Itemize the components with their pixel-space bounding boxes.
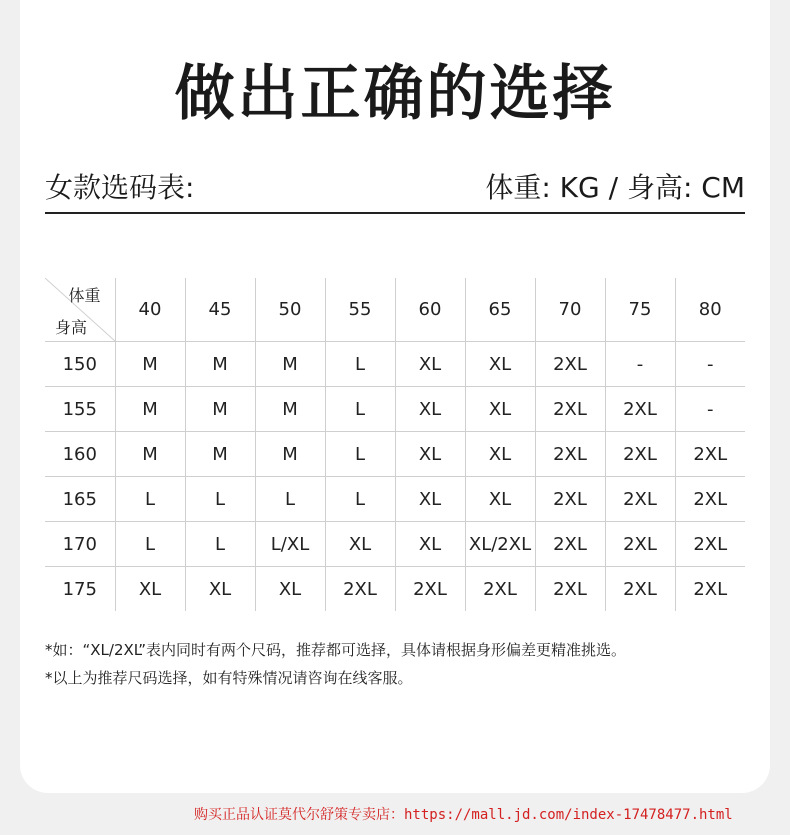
chart-subheader bbox=[45, 168, 745, 214]
size-cell: 2XL bbox=[605, 522, 675, 567]
weight-header: 70 bbox=[535, 278, 605, 342]
size-cell: M bbox=[185, 387, 255, 432]
size-cell: M bbox=[185, 342, 255, 387]
size-cell: L bbox=[325, 477, 395, 522]
weight-header: 60 bbox=[395, 278, 465, 342]
size-cell: L bbox=[255, 477, 325, 522]
size-cell: XL bbox=[465, 342, 535, 387]
size-cell: 2XL bbox=[605, 432, 675, 477]
size-cell: M bbox=[255, 432, 325, 477]
size-cell: 2XL bbox=[605, 477, 675, 522]
size-cell: XL bbox=[395, 432, 465, 477]
size-cell: XL bbox=[465, 432, 535, 477]
note-line: *如：“XL/2XL”表内同时有两个尺码，推荐都可选择，具体请根据身形偏差更精准挑选。 bbox=[45, 641, 626, 659]
size-cell: 2XL bbox=[535, 477, 605, 522]
store-link-watermark: 购买正品认证莫代尔舒策专卖店：https://mall.jd.com/index-17478477.html bbox=[194, 807, 733, 823]
weight-header: 75 bbox=[605, 278, 675, 342]
height-cell: 150 bbox=[45, 342, 115, 387]
height-cell: 165 bbox=[45, 477, 115, 522]
table-row bbox=[45, 567, 745, 612]
size-cell: 2XL bbox=[535, 522, 605, 567]
size-cell: L bbox=[115, 477, 185, 522]
table-row bbox=[45, 477, 745, 522]
weight-header: 40 bbox=[115, 278, 185, 342]
size-cell: XL bbox=[395, 522, 465, 567]
size-cell: XL bbox=[325, 522, 395, 567]
size-cell: - bbox=[675, 387, 745, 432]
size-table bbox=[45, 278, 745, 611]
height-cell: 155 bbox=[45, 387, 115, 432]
weight-header: 55 bbox=[325, 278, 395, 342]
table-row bbox=[45, 342, 745, 387]
height-axis-label: 身高 bbox=[55, 318, 88, 337]
size-cell: XL bbox=[465, 387, 535, 432]
weight-header: 45 bbox=[185, 278, 255, 342]
size-cell: XL bbox=[465, 477, 535, 522]
size-cell: L bbox=[185, 477, 255, 522]
size-cell: L bbox=[325, 432, 395, 477]
size-cell: M bbox=[115, 432, 185, 477]
height-cell: 170 bbox=[45, 522, 115, 567]
page-title: 做出正确的选择 bbox=[174, 59, 616, 129]
height-cell: 175 bbox=[45, 567, 115, 612]
size-cell: 2XL bbox=[395, 567, 465, 612]
weight-header: 65 bbox=[465, 278, 535, 342]
table-row bbox=[45, 387, 745, 432]
weight-header: 50 bbox=[255, 278, 325, 342]
size-cell: 2XL bbox=[693, 578, 728, 600]
size-cell: XL/2XL bbox=[465, 522, 535, 567]
size-cell: 2XL bbox=[535, 342, 605, 387]
size-cell: M bbox=[185, 432, 255, 477]
table-corner-cell bbox=[45, 278, 115, 342]
size-cell: L bbox=[185, 522, 255, 567]
size-cell: 2XL bbox=[535, 567, 605, 612]
height-cell: 160 bbox=[45, 432, 115, 477]
size-cell: XL bbox=[115, 567, 185, 612]
note-line: *以上为推荐尺码选择，如有特殊情况请咨询在线客服。 bbox=[45, 669, 413, 687]
units-label: 体重: KG / 身高: CM bbox=[485, 171, 745, 204]
size-cell: - bbox=[675, 342, 745, 387]
size-cell: L bbox=[325, 387, 395, 432]
size-cell: 2XL bbox=[605, 387, 675, 432]
size-cell: 2XL bbox=[605, 567, 675, 612]
size-cell: XL bbox=[395, 387, 465, 432]
chart-label: 女款选码表: bbox=[45, 171, 195, 204]
size-cell: L bbox=[325, 342, 395, 387]
size-cell: 2XL bbox=[465, 567, 535, 612]
table-header-row bbox=[45, 278, 745, 342]
size-cell: 2XL bbox=[675, 522, 745, 567]
size-cell: 2XL bbox=[535, 387, 605, 432]
size-cell: 2XL bbox=[675, 432, 745, 477]
size-cell: XL bbox=[395, 477, 465, 522]
size-cell: M bbox=[255, 387, 325, 432]
weight-axis-label: 体重 bbox=[68, 286, 101, 305]
table-row bbox=[45, 522, 745, 567]
size-cell: 2XL bbox=[675, 477, 745, 522]
table-row bbox=[45, 432, 745, 477]
size-cell: M bbox=[115, 387, 185, 432]
size-cell: XL bbox=[395, 342, 465, 387]
size-cell: XL bbox=[255, 567, 325, 612]
size-cell: L bbox=[115, 522, 185, 567]
weight-header: 80 bbox=[675, 278, 745, 342]
size-cell: M bbox=[255, 342, 325, 387]
size-cell: L/XL bbox=[255, 522, 325, 567]
size-cell: 2XL bbox=[535, 432, 605, 477]
size-cell: 2XL bbox=[325, 567, 395, 612]
size-cell: M bbox=[115, 342, 185, 387]
size-cell: XL bbox=[185, 567, 255, 612]
size-cell: - bbox=[605, 342, 675, 387]
